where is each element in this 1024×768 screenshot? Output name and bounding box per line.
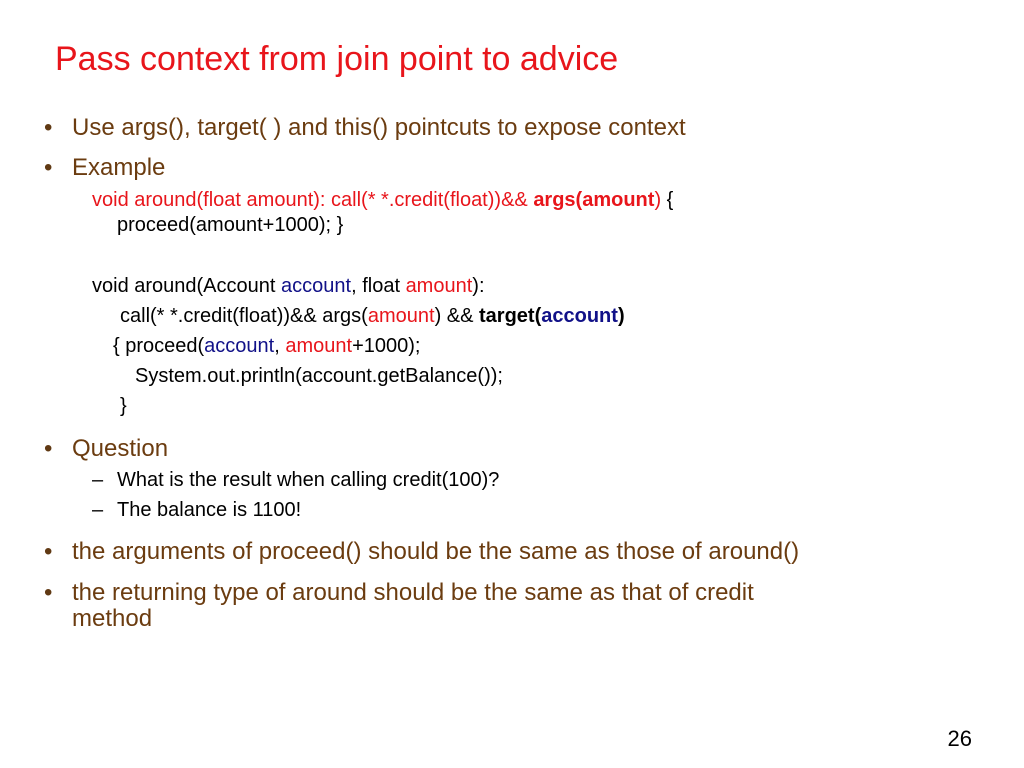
dash-marker: – — [92, 499, 104, 521]
bullet-example: Example — [72, 154, 166, 181]
code-segment-amount: amount — [405, 275, 473, 297]
code-segment: void around(Account — [92, 275, 282, 297]
bullet-return-type-line-1: the returning type of around should be the same as that of credit — [72, 579, 754, 606]
code-segment: { — [666, 189, 674, 211]
code-example-2-line-3 — [113, 335, 420, 358]
code-segment: void around(float amount): call(* *.credit(float))&& — [92, 189, 534, 211]
question-item: The balance is 1100! — [117, 499, 302, 521]
bullet-return-type-line-2: method — [72, 605, 153, 632]
code-segment-amount: amount — [367, 305, 435, 327]
bullet-question: Question — [72, 435, 169, 462]
code-segment: +1000); — [352, 335, 421, 357]
bullet-use-args: Use args(), target( ) and this() pointcuts to expose context — [72, 114, 686, 141]
code-segment: { proceed( — [113, 335, 205, 357]
slide-title: Pass context from join point to advice — [55, 40, 619, 78]
code-example-2-line-5: } — [120, 395, 127, 417]
code-segment: ) && — [434, 305, 480, 327]
code-segment-account: account — [281, 275, 352, 297]
bullet-marker: • — [44, 154, 53, 181]
bullet-marker: • — [44, 114, 53, 141]
bullet-marker: • — [44, 435, 53, 462]
code-segment: , — [274, 335, 286, 357]
code-segment: ): — [472, 275, 485, 297]
code-segment-account: account — [541, 305, 618, 327]
code-segment: ) — [617, 305, 625, 327]
code-example-1-line-1 — [92, 189, 673, 212]
code-example-2-line-1 — [92, 275, 485, 298]
code-segment-args: args(amount — [533, 189, 655, 211]
dash-marker: – — [92, 469, 104, 491]
code-example-1-line-2: proceed(amount+1000); } — [117, 214, 344, 236]
question-item: What is the result when calling credit(100)? — [117, 469, 500, 491]
code-segment: , float — [351, 275, 406, 297]
code-segment: call(* *.credit(float))&& args( — [120, 305, 368, 327]
bullet-marker: • — [44, 538, 53, 565]
bullet-proceed-args: the arguments of proceed() should be the same as those of around() — [72, 538, 800, 565]
code-example-2-line-4: System.out.println(account.getBalance()); — [135, 365, 503, 387]
code-segment: ) — [654, 189, 667, 211]
code-segment-account: account — [204, 335, 275, 357]
code-example-2-line-2 — [120, 305, 625, 328]
code-segment-target: target( — [479, 305, 542, 327]
page-number: 26 — [947, 726, 972, 751]
code-segment-amount: amount — [285, 335, 353, 357]
bullet-marker: • — [44, 579, 53, 606]
